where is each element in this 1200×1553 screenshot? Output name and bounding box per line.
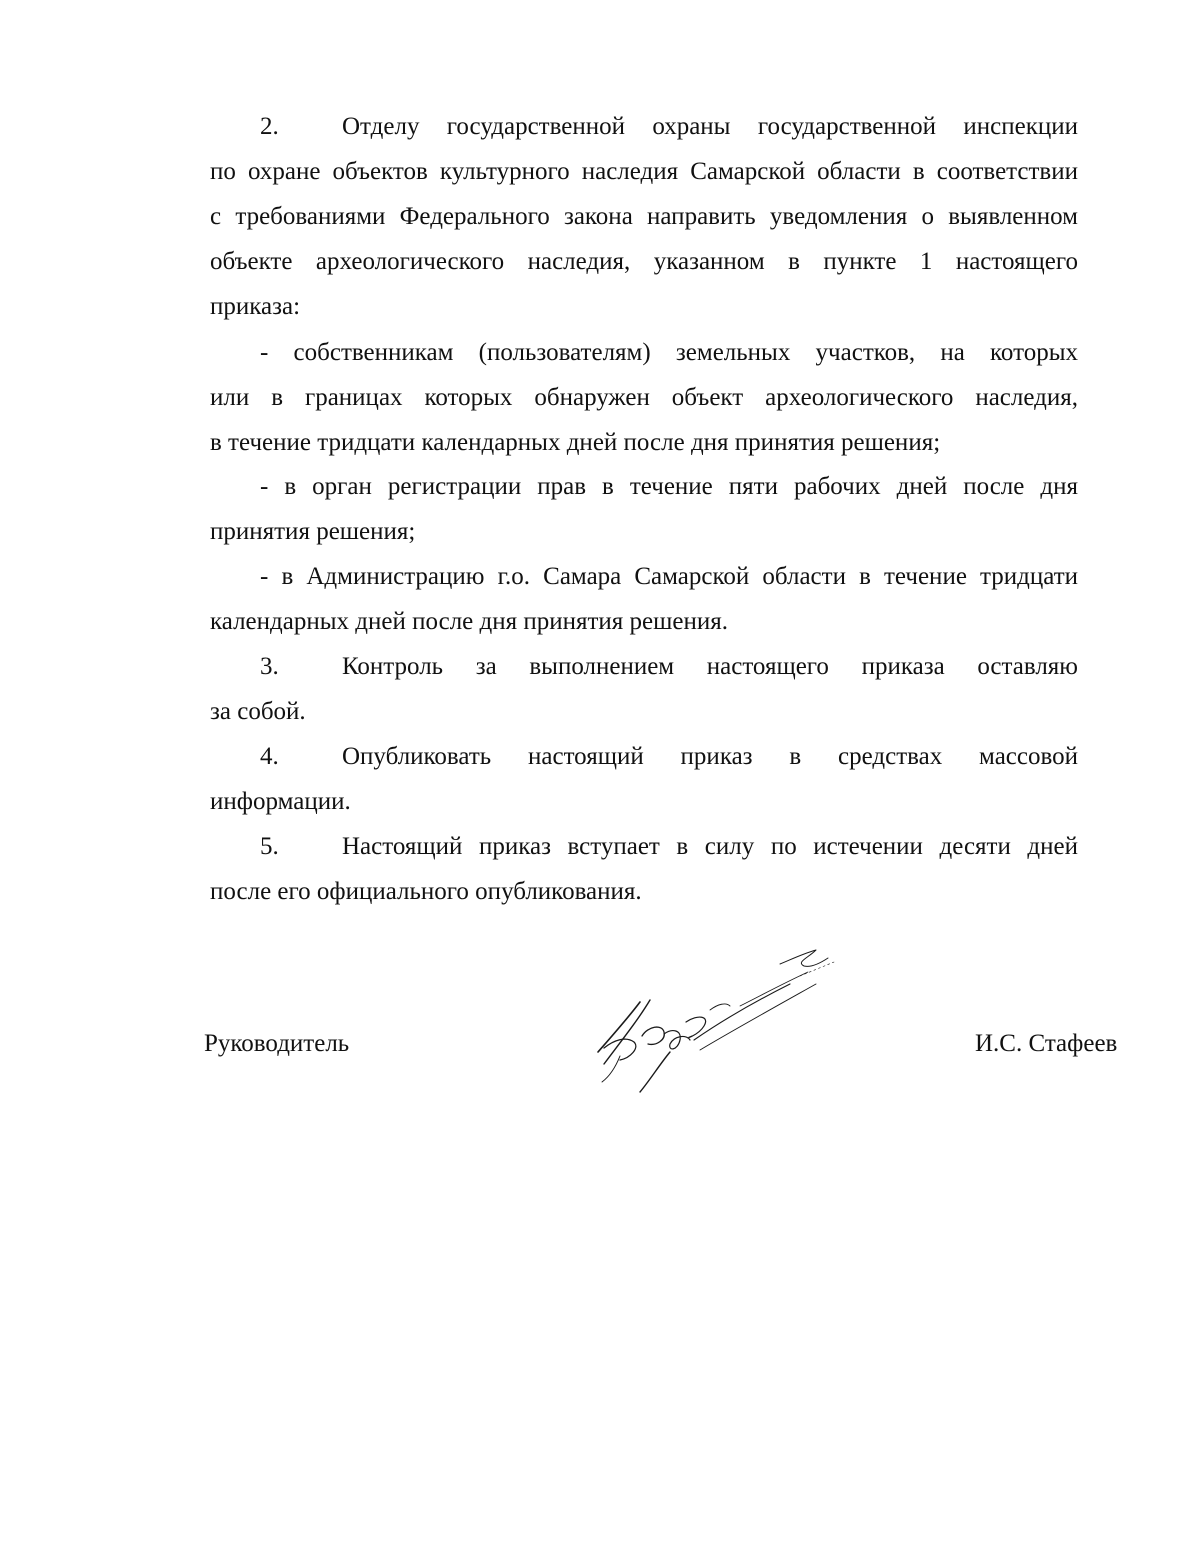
handwritten-signature — [590, 940, 870, 1100]
item-3-number: 3. — [260, 653, 279, 680]
signature-row — [0, 1021, 1200, 1066]
item-4-first-line — [210, 734, 1078, 779]
signer-name: И.С. Стафеев — [975, 1030, 1118, 1057]
item-2-paragraph — [210, 104, 1078, 329]
item-2-last-line: приказа: — [210, 293, 301, 320]
item-5-first-line — [210, 824, 1078, 869]
item-4-last-line: информации. — [210, 788, 351, 815]
item-2-line: по охране объектов культурного наследия Самарской области в соответствии — [210, 158, 1078, 185]
item-2-number: 2. — [260, 113, 279, 140]
item-3-first-line-text: Контроль за выполнением настоящего приказа оставляю — [342, 653, 1078, 680]
item-2-first-line — [210, 104, 1078, 149]
item-4-number: 4. — [260, 743, 279, 770]
item-2-first-line-text: Отделу государственной охраны государственной инспекции — [342, 113, 1078, 140]
item-5-first-line-text: Настоящий приказ вступает в силу по истечении десяти дней — [342, 833, 1078, 860]
bullet-registration-paragraph — [210, 464, 1078, 554]
bullet-registration-line: - в орган регистрации прав в течение пяти рабочих дней после дня — [260, 473, 1078, 500]
bullet-owners-line: или в границах которых обнаружен объект археологического наследия, — [210, 384, 1078, 411]
item-5-number: 5. — [260, 833, 279, 860]
item-3-paragraph — [210, 644, 1078, 734]
item-4-first-line-text: Опубликовать настоящий приказ в средствах массовой — [342, 743, 1078, 770]
item-5-paragraph — [210, 824, 1078, 914]
item-3-first-line — [210, 644, 1078, 689]
bullet-administration-paragraph — [210, 554, 1078, 644]
bullet-administration-line: - в Администрацию г.о. Самара Самарской области в течение тридцати — [260, 563, 1078, 590]
item-5-last-line: после его официального опубликования. — [210, 878, 642, 905]
item-4-paragraph — [210, 734, 1078, 824]
signer-position: Руководитель — [204, 1030, 350, 1057]
bullet-owners-last-line: в течение тридцати календарных дней после дня принятия решения; — [210, 429, 941, 456]
bullet-registration-last-line: принятия решения; — [210, 518, 416, 545]
bullet-administration-last-line: календарных дней после дня принятия решения. — [210, 608, 729, 635]
item-2-line: с требованиями Федерального закона направить уведомления о выявленном — [210, 203, 1078, 230]
bullet-owners-line: - собственникам (пользователям) земельных участков, на которых — [260, 339, 1078, 366]
item-2-line: объекте археологического наследия, указанном в пункте 1 настоящего — [210, 248, 1078, 275]
item-3-last-line: за собой. — [210, 698, 306, 725]
bullet-owners-paragraph — [210, 330, 1078, 465]
